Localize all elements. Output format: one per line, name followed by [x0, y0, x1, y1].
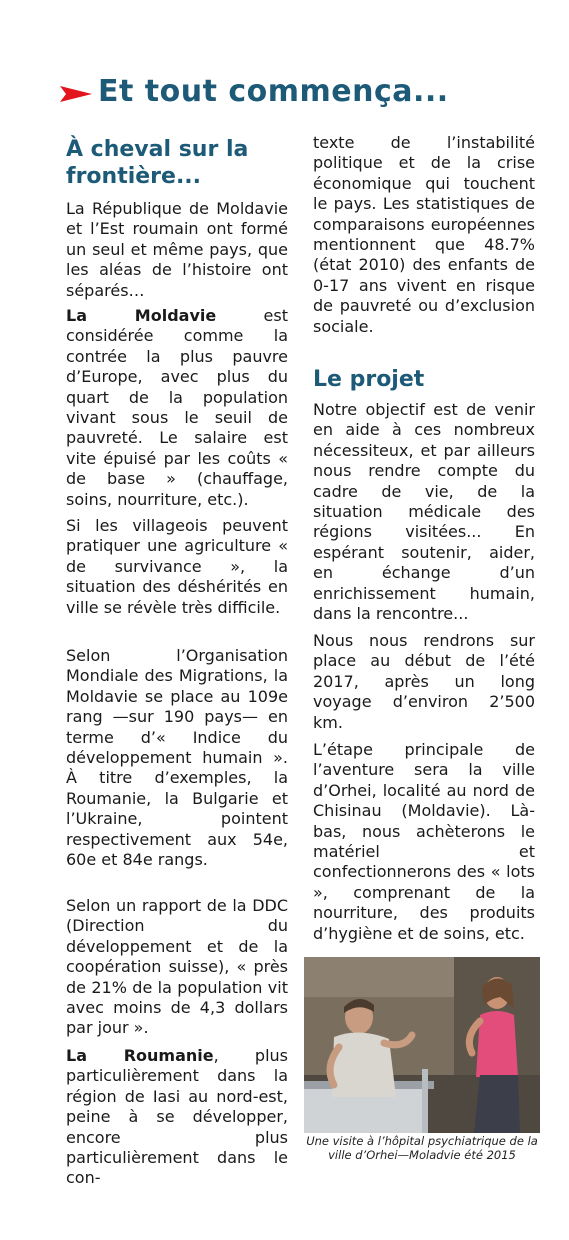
- paragraph-text: , plus particulièrement dans la région de Iasi au nord-est, peine à se développer, encore plus particulièrement dans le con-: [66, 1046, 288, 1188]
- photo-illustration: [304, 957, 540, 1133]
- paragraph: Nous nous rendrons sur place au début de l’été 2017, après un long voyage d’environ 2’500 km.: [313, 631, 535, 732]
- paragraph: [66, 1046, 288, 1189]
- paragraph: Si les villageois peuvent pratiquer une agriculture « de survivance », la situation des déshérités en ville se révèle très difficile.: [66, 516, 288, 617]
- paragraph: La République de Moldavie et l’Est roumain ont formé un seul et même pays, que les aléas de l’histoire ont séparés…: [66, 199, 288, 300]
- bold-term: La Roumanie: [66, 1046, 214, 1065]
- section-heading: Le projet: [313, 367, 425, 392]
- paragraph-text: est considérée comme la contrée la plus pauvre d’Europe, avec plus du quart de la population vivant sous le seuil de pauvreté. Le salaire est vite épuisé par les coûts « de base » (chauffage, soins, nourriture, etc.).: [66, 306, 288, 509]
- red-arrow-icon: [60, 84, 92, 104]
- paragraph: Notre objectif est de venir en aide à ces nombreux nécessiteux, et par ailleurs nous rendre compte du cadre de vie, de la situation médicale des régions visitées... En espérant soutenir, aider, en échange d’un enrichissement humain, dans la rencontre...: [313, 400, 535, 624]
- page-title: Et tout commença...: [98, 74, 449, 109]
- page-header: [60, 74, 540, 114]
- paragraph: texte de l’instabilité politique et de la crise économique qui touchent le pays. Les statistiques de comparaisons européennes mentionnent que 48.7% (état 2010) des enfants de 0-17 ans vivent en risque de pauvreté ou d’exclusion sociale.: [313, 133, 535, 336]
- paragraph: Selon l’Organisation Mondiale des Migrations, la Moldavie se place au 109e rang —sur 190 pays— en terme d’« Indice du développement humain ». À titre d’exemples, la Roumanie, la Bulgarie et l’Ukraine, pointent respectivement aux 54e, 60e et 84e rangs.: [66, 646, 288, 870]
- hospital-photo: [304, 957, 540, 1133]
- paragraph: [66, 306, 288, 510]
- paragraph: Selon un rapport de la DDC (Direction du développement et de la coopération suisse), « près de 21% de la population vit avec moins de 4,3 dollars par jour ».: [66, 896, 288, 1038]
- photo-caption: Une visite à l’hôpital psychiatrique de la ville d’Orhei—Moladvie été 2015: [306, 1134, 538, 1162]
- paragraph: L’étape principale de l’aventure sera la ville d’Orhei, localité au nord de Chisinau (Moldavie). Là-bas, nous achèterons le matériel et confectionnerons des « lots », comprenant de la nourriture, des produits d’hygiène et de soins, etc.: [313, 740, 535, 943]
- bold-term: La Moldavie: [66, 306, 217, 325]
- section-heading: À cheval sur la frontière...: [66, 137, 249, 189]
